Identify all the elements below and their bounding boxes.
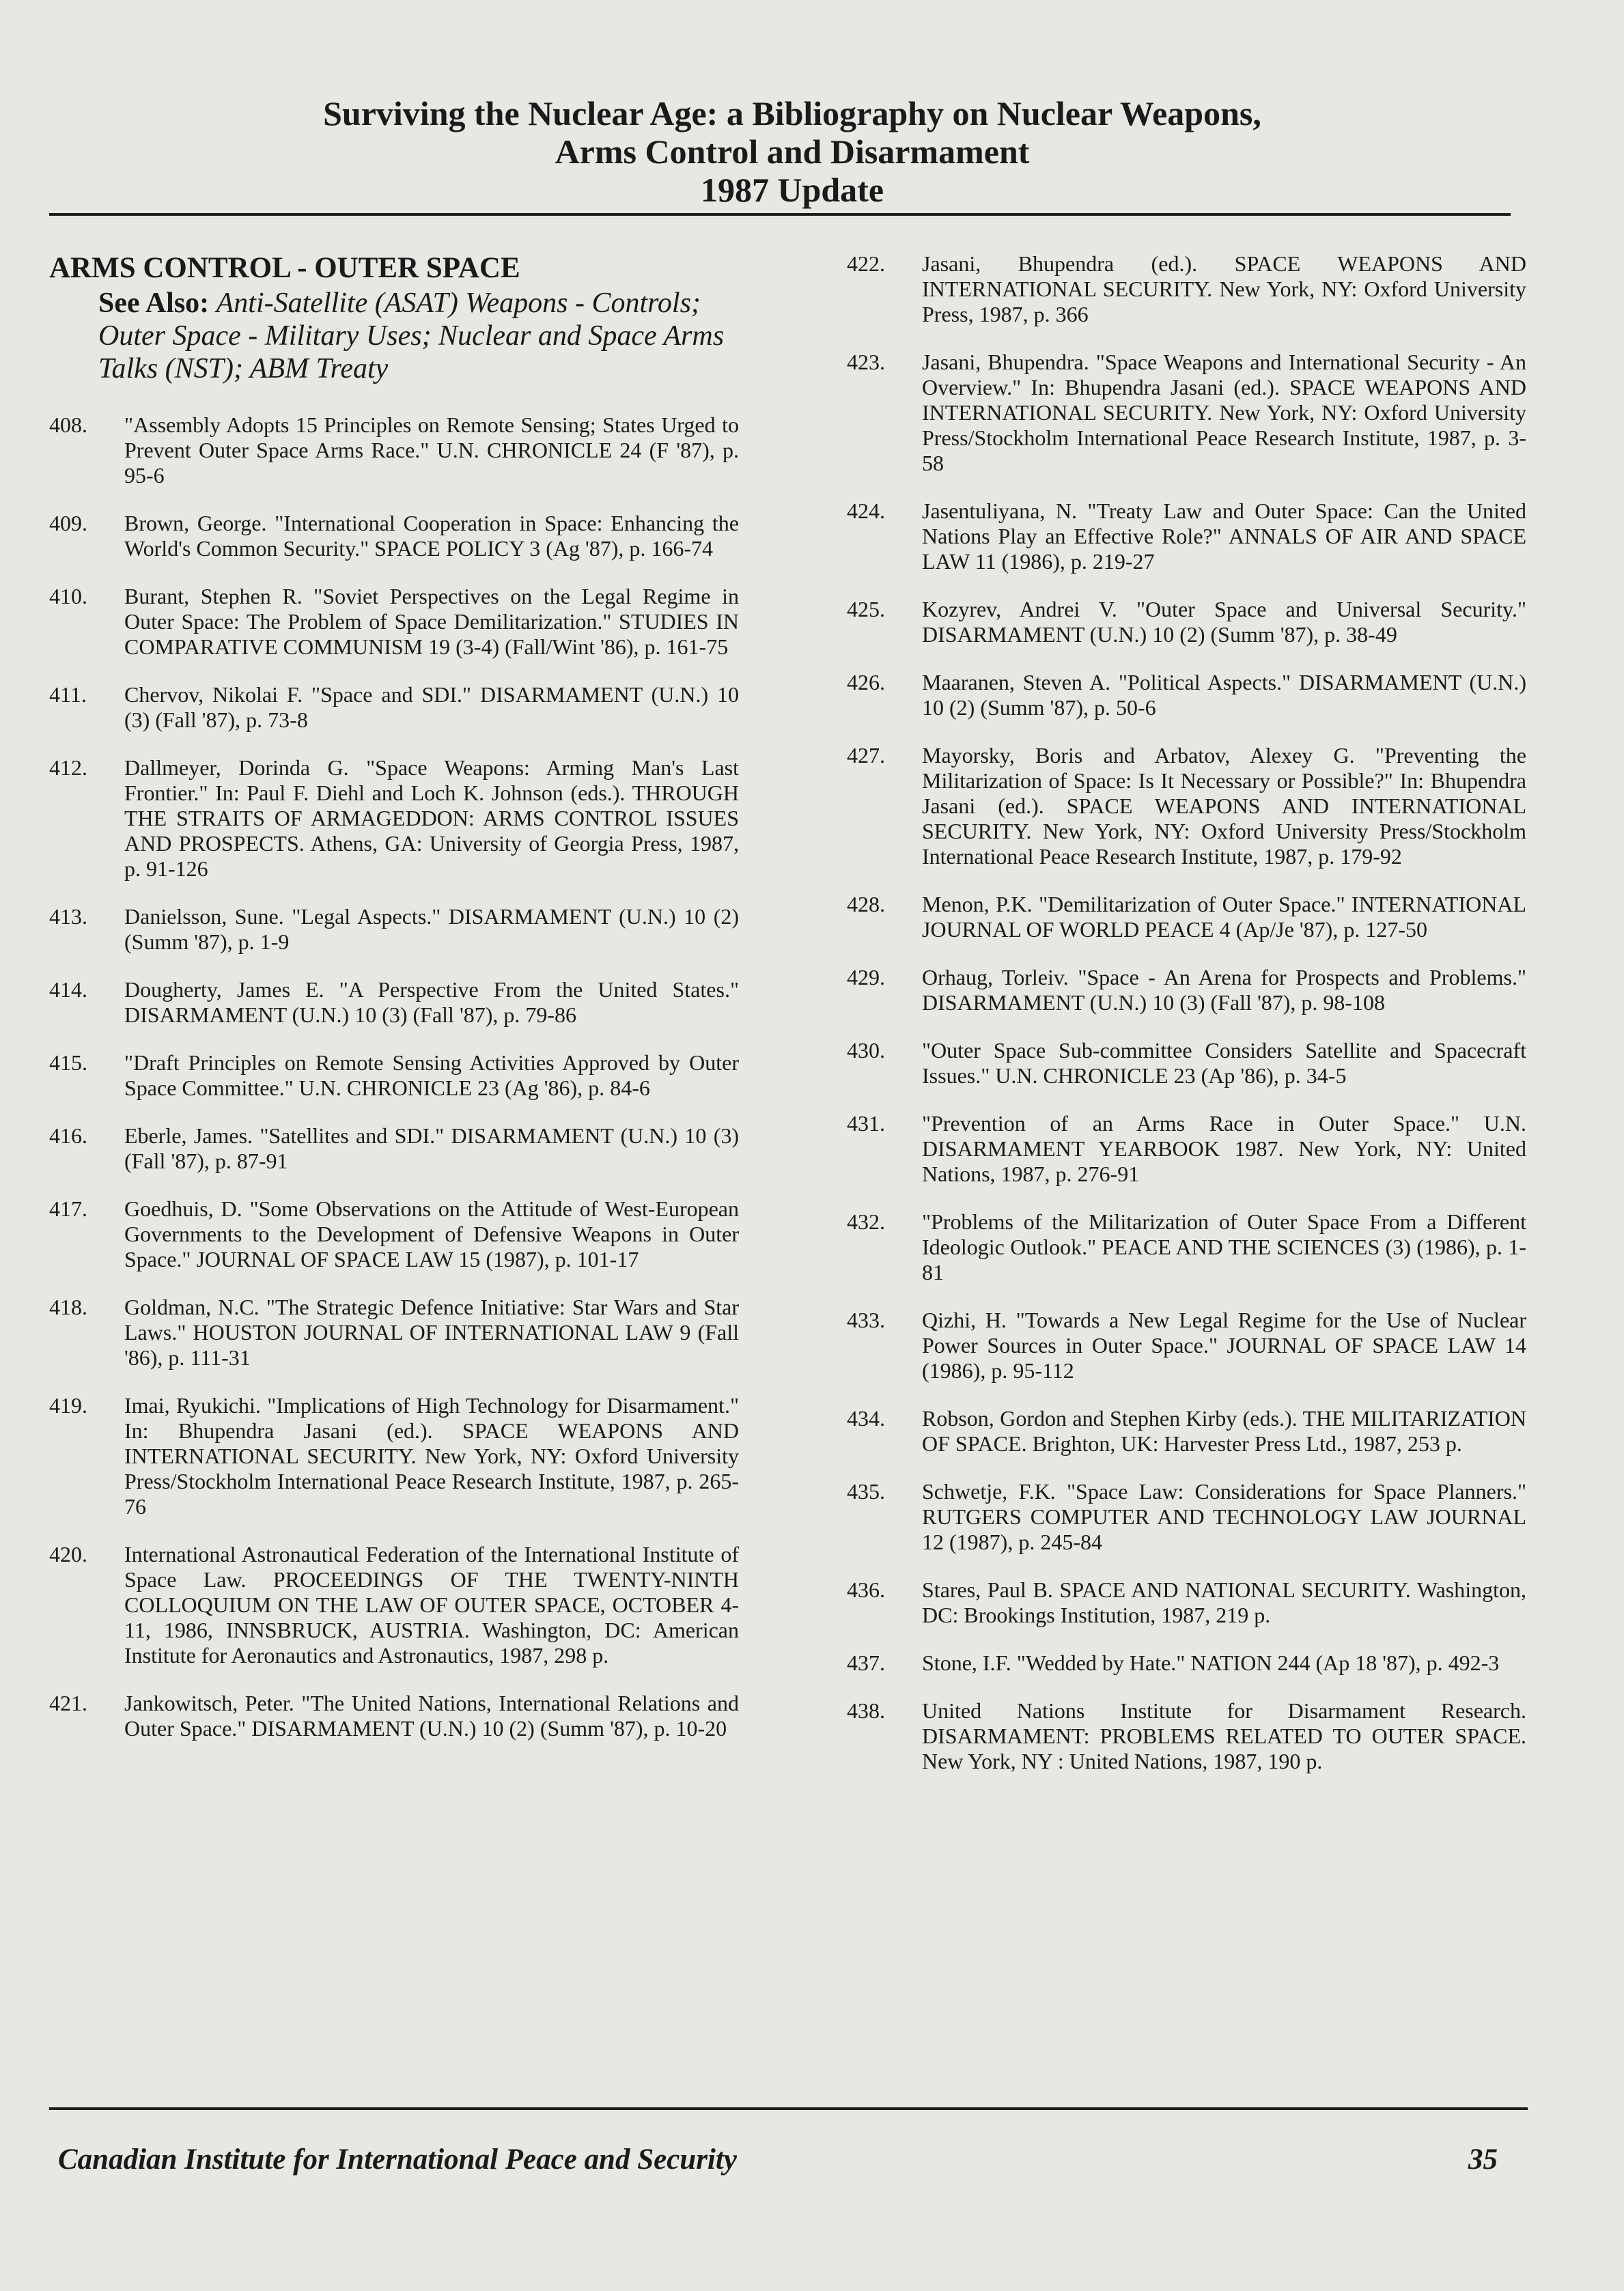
entry-number: 422. [847, 251, 885, 276]
entry-citation: Menon, P.K. "Demilitarization of Outer Space." INTERNATIONAL JOURNAL OF WORLD PEACE 4 (Ap/Je '87), p. 127-50 [922, 892, 1526, 942]
bibliography-entry [49, 1542, 739, 1668]
entry-citation: Kozyrev, Andrei V. "Outer Space and Universal Security." DISARMAMENT (U.N.) 10 (2) (Summ '87), p. 38-49 [922, 597, 1526, 647]
entry-citation: Burant, Stephen R. "Soviet Perspectives on the Legal Regime in Outer Space: The Problem of Space Demilitarization." STUDIES IN COMPARATIVE COMMUNISM 19 (3-4) (Fall/Wint '86), p. 161-75 [124, 584, 739, 659]
entry-citation: "Assembly Adopts 15 Principles on Remote Sensing; States Urged to Prevent Outer Space Arms Race." U.N. CHRONICLE 24 (F '87), p. 95-6 [124, 412, 739, 488]
bibliography-entry [847, 350, 1526, 476]
bibliography-entry [847, 597, 1526, 647]
entry-number: 417. [49, 1196, 87, 1221]
entry-number: 427. [847, 743, 885, 768]
entry-number: 409. [49, 511, 87, 535]
entry-citation: Danielsson, Sune. "Legal Aspects." DISARMAMENT (U.N.) 10 (2) (Summ '87), p. 1-9 [124, 904, 739, 954]
see-also-note [98, 287, 739, 385]
top-rule [49, 213, 1511, 216]
entry-citation: Robson, Gordon and Stephen Kirby (eds.). THE MILITARIZATION OF SPACE. Brighton, UK: Harvester Press Ltd., 1987, 253 p. [922, 1406, 1526, 1456]
entry-number: 428. [847, 892, 885, 916]
entry-number: 425. [847, 597, 885, 621]
entry-citation: Goldman, N.C. "The Strategic Defence Initiative: Star Wars and Star Laws." HOUSTON JOURNAL OF INTERNATIONAL LAW 9 (Fall '86), p. 111-31 [124, 1295, 739, 1370]
entry-number: 433. [847, 1308, 885, 1332]
bibliography-entry [847, 1698, 1526, 1774]
bibliography-entry [49, 1393, 739, 1519]
bibliography-entry [847, 1038, 1526, 1088]
entry-citation: Stone, I.F. "Wedded by Hate." NATION 244 (Ap 18 '87), p. 492-3 [922, 1650, 1500, 1675]
bibliography-entry [49, 1123, 739, 1174]
right-column [847, 251, 1526, 1797]
title-line-1: Surviving the Nuclear Age: a Bibliography on Nuclear Weapons, [323, 94, 1261, 132]
entry-citation: Eberle, James. "Satellites and SDI." DISARMAMENT (U.N.) 10 (3) (Fall '87), p. 87-91 [124, 1123, 739, 1173]
entry-number: 415. [49, 1050, 87, 1075]
entry-number: 435. [847, 1479, 885, 1504]
entry-citation: "Draft Principles on Remote Sensing Activities Approved by Outer Space Committee." U.N. CHRONICLE 23 (Ag '86), p. 84-6 [124, 1050, 739, 1100]
bibliography-entry [49, 412, 739, 488]
bibliography-entry [49, 1196, 739, 1272]
right-entry-list [847, 251, 1526, 1774]
bibliography-entry [847, 1111, 1526, 1187]
see-also-topics: Anti-Satellite (ASAT) Weapons - Controls; Outer Space - Military Uses; Nuclear and Space Arms Talks (NST); ABM Treaty [98, 287, 725, 384]
left-column [49, 251, 739, 1764]
entry-citation: Orhaug, Torleiv. "Space - An Arena for Prospects and Problems." DISARMAMENT (U.N.) 10 (3) (Fall '87), p. 98-108 [922, 965, 1526, 1015]
bibliography-entry [847, 892, 1526, 942]
entry-number: 429. [847, 965, 885, 989]
bibliography-entry [847, 1209, 1526, 1285]
entry-citation: "Problems of the Militarization of Outer Space From a Different Ideologic Outlook." PEACE AND THE SCIENCES (3) (1986), p. 1-81 [922, 1209, 1526, 1284]
left-entry-list [49, 412, 739, 1741]
bibliography-entry [847, 1308, 1526, 1383]
entry-citation: Jankowitsch, Peter. "The United Nations, International Relations and Outer Space." DISARMAMENT (U.N.) 10 (2) (Summ '87), p. 10-20 [124, 1691, 739, 1741]
bibliography-entry [49, 584, 739, 660]
entry-number: 426. [847, 670, 885, 694]
bibliography-entry [49, 1295, 739, 1371]
bibliography-entry [49, 755, 739, 882]
footer-publisher: Canadian Institute for International Peace and Security [58, 2144, 737, 2176]
bibliography-entry [847, 965, 1526, 1015]
entry-number: 437. [847, 1650, 885, 1675]
entry-number: 418. [49, 1295, 87, 1319]
entry-citation: Jasani, Bhupendra. "Space Weapons and International Security - An Overview." In: Bhupendra Jasani (ed.). SPACE WEAPONS AND INTERNATIONAL SECURITY. New York, NY: Oxford University Press/Stockholm International Peace Research Institute, 1987, p. 3-58 [922, 350, 1526, 475]
bibliography-entry [847, 1406, 1526, 1457]
entry-citation: United Nations Institute for Disarmament Research. DISARMAMENT: PROBLEMS RELATED TO OUTER SPACE. New York, NY : United Nations, 1987, 190 p. [922, 1698, 1526, 1773]
entry-citation: Chervov, Nikolai F. "Space and SDI." DISARMAMENT (U.N.) 10 (3) (Fall '87), p. 73-8 [124, 682, 739, 732]
entry-number: 419. [49, 1393, 87, 1418]
entry-number: 421. [49, 1691, 87, 1715]
bibliography-entry [847, 670, 1526, 720]
entry-number: 430. [847, 1038, 885, 1063]
entry-citation: Dallmeyer, Dorinda G. "Space Weapons: Arming Man's Last Frontier." In: Paul F. Diehl and Loch K. Johnson (eds.). THROUGH THE STRAITS OF ARMAGEDDON: ARMS CONTROL ISSUES AND PROSPECTS. Athens, GA: University of Georgia Press, 1987, p. 91-126 [124, 755, 739, 881]
bibliography-entry [847, 1650, 1526, 1676]
entry-number: 411. [49, 682, 87, 707]
entry-citation: International Astronautical Federation of the International Institute of Space Law. PROCEEDINGS OF THE TWENTY-NINTH COLLOQUIUM ON THE LAW OF OUTER SPACE, OCTOBER 4-11, 1986, INNSBRUCK, AUSTRIA. Washington, DC: American Institute for Aeronautics and Astronautics, 1987, 298 p. [124, 1542, 739, 1668]
bibliography-entry [847, 1577, 1526, 1628]
entry-citation: Schwetje, F.K. "Space Law: Considerations for Space Planners." RUTGERS COMPUTER AND TECHNOLOGY LAW JOURNAL 12 (1987), p. 245-84 [922, 1479, 1526, 1554]
entry-number: 423. [847, 350, 885, 374]
entry-citation: Goedhuis, D. "Some Observations on the Attitude of West-European Governments to the Development of Defensive Weapons in Outer Space." JOURNAL OF SPACE LAW 15 (1987), p. 101-17 [124, 1196, 739, 1271]
entry-citation: Dougherty, James E. "A Perspective From the United States." DISARMAMENT (U.N.) 10 (3) (Fall '87), p. 79-86 [124, 977, 739, 1027]
entry-number: 413. [49, 904, 87, 929]
title-line-2: Arms Control and Disarmament [555, 132, 1030, 171]
entry-citation: Maaranen, Steven A. "Political Aspects." DISARMAMENT (U.N.) 10 (2) (Summ '87), p. 50-6 [922, 670, 1526, 720]
entry-number: 431. [847, 1111, 885, 1136]
entry-number: 416. [49, 1123, 87, 1148]
bibliography-entry [847, 251, 1526, 327]
page-number: 35 [1468, 2144, 1498, 2176]
entry-number: 412. [49, 755, 87, 780]
section-heading: ARMS CONTROL - OUTER SPACE [49, 252, 520, 284]
entry-number: 432. [847, 1209, 885, 1234]
bibliography-entry [49, 682, 739, 733]
bibliography-entry [49, 511, 739, 561]
bibliography-entry [49, 1050, 739, 1101]
entry-number: 414. [49, 977, 87, 1002]
entry-number: 424. [847, 498, 885, 523]
page-title [0, 94, 1584, 209]
see-also-label: See Also: [98, 287, 210, 319]
entry-number: 408. [49, 412, 87, 437]
entry-citation: Qizhi, H. "Towards a New Legal Regime for the Use of Nuclear Power Sources in Outer Space." JOURNAL OF SPACE LAW 14 (1986), p. 95-112 [922, 1308, 1526, 1383]
entry-number: 434. [847, 1406, 885, 1431]
entry-number: 420. [49, 1542, 87, 1566]
entry-citation: "Prevention of an Arms Race in Outer Space." U.N. DISARMAMENT YEARBOOK 1987. New York, NY: United Nations, 1987, p. 276-91 [922, 1111, 1526, 1186]
entry-citation: Jasentuliyana, N. "Treaty Law and Outer Space: Can the United Nations Play an Effective Role?" ANNALS OF AIR AND SPACE LAW 11 (1986), p. 219-27 [922, 498, 1526, 574]
bibliography-entry [847, 743, 1526, 869]
entry-citation: Mayorsky, Boris and Arbatov, Alexey G. "Preventing the Militarization of Space: Is It Necessary or Possible?" In: Bhupendra Jasani (ed.). SPACE WEAPONS AND INTERNATIONAL SECURITY. New York, NY: Oxford University Press/Stockholm International Peace Research Institute, 1987, p. 179-92 [922, 743, 1526, 869]
bibliography-entry [49, 977, 739, 1028]
bibliography-entry [847, 1479, 1526, 1555]
entry-number: 438. [847, 1698, 885, 1723]
entry-citation: Stares, Paul B. SPACE AND NATIONAL SECURITY. Washington, DC: Brookings Institution, 1987, 219 p. [922, 1577, 1526, 1627]
entry-citation: Imai, Ryukichi. "Implications of High Technology for Disarmament." In: Bhupendra Jasani (ed.). SPACE WEAPONS AND INTERNATIONAL SECURITY. New York, NY: Oxford University Press/Stockholm International Peace Research Institute, 1987, p. 265-76 [124, 1393, 739, 1519]
entry-citation: Brown, George. "International Cooperation in Space: Enhancing the World's Common Security." SPACE POLICY 3 (Ag '87), p. 166-74 [124, 511, 739, 561]
entry-number: 410. [49, 584, 87, 608]
entry-citation: Jasani, Bhupendra (ed.). SPACE WEAPONS AND INTERNATIONAL SECURITY. New York, NY: Oxford University Press, 1987, p. 366 [922, 251, 1526, 326]
title-line-3: 1987 Update [700, 171, 884, 209]
bibliography-entry [49, 1691, 739, 1741]
bibliography-entry [847, 498, 1526, 574]
bottom-rule [49, 2107, 1528, 2110]
bibliography-entry [49, 904, 739, 955]
entry-citation: "Outer Space Sub-committee Considers Satellite and Spacecraft Issues." U.N. CHRONICLE 23 (Ap '86), p. 34-5 [922, 1038, 1526, 1088]
entry-number: 436. [847, 1577, 885, 1602]
